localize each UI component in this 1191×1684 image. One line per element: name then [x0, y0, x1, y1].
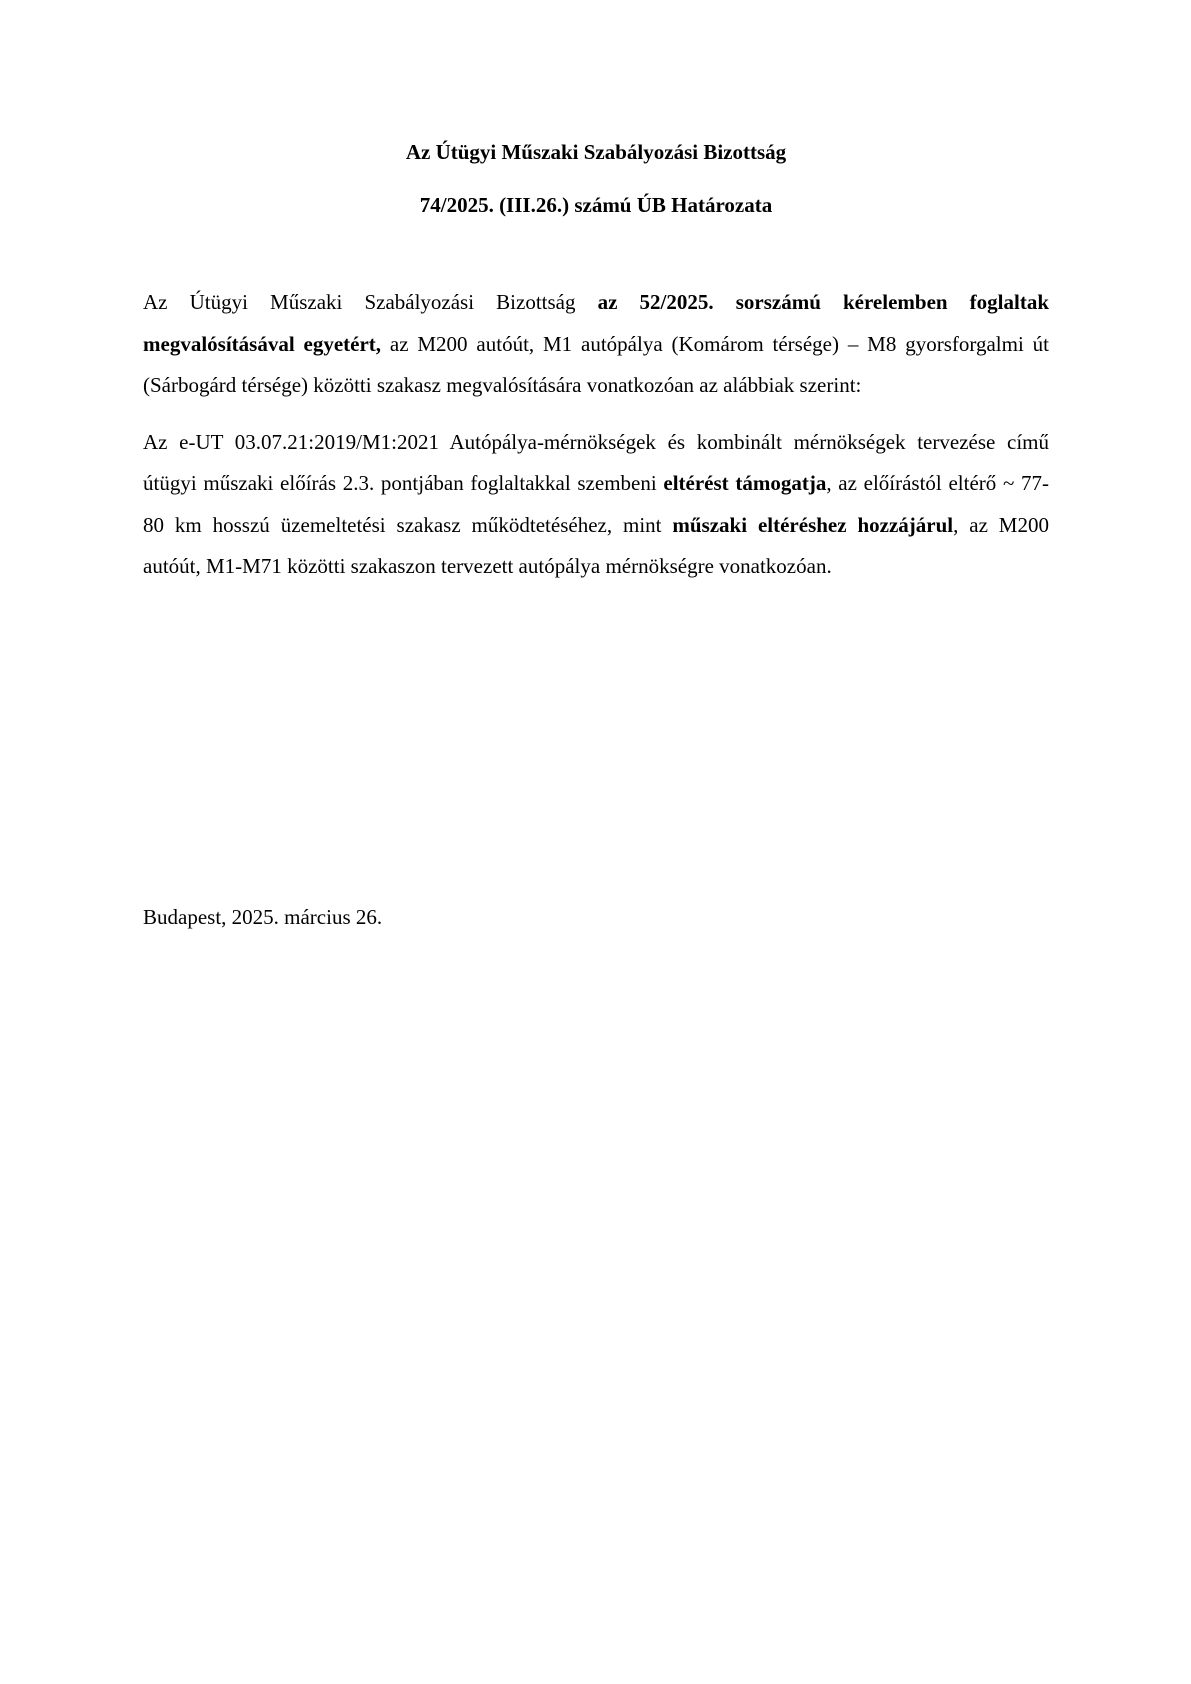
paragraph-decision-text-2: az M200 autóút, M1 autópálya (Komárom térsége) – M8 gyorsforgalmi út (Sárbogárd térsége) közötti szakasz megvalósítására vonatkozóan az alábbiak szerint:	[143, 331, 1049, 397]
document-body	[143, 138, 1049, 588]
paragraph-deviation-text-3: , az M200 autóút, M1-M71 közötti szakaszon tervezett autópálya mérnökségre vonatkozóan.	[143, 512, 1049, 578]
paragraph-deviation	[143, 422, 1049, 588]
paragraph-decision-bold-1: az 52/2025. sorszámú kérelemben foglaltak megvalósításával egyetért,	[143, 290, 1050, 356]
place-and-date: Budapest, 2025. március 26.	[143, 905, 383, 929]
paragraph-decision	[143, 282, 1049, 407]
paragraph-deviation-bold-2: műszaki eltéréshez hozzájárul	[672, 512, 954, 537]
paragraph-deviation-bold-1: eltérést támogatja	[663, 471, 827, 495]
document-title-line2: 74/2025. (III.26.) számú ÚB Határozata	[419, 193, 773, 217]
paragraph-deviation-text-2: , az előírástól eltérő ~ 77-80 km hosszú üzemeltetési szakasz működtetéséhez, mint	[143, 471, 1050, 537]
document-title-line1: Az Útügyi Műszaki Szabályozási Bizottság	[405, 140, 787, 164]
paragraph-deviation-text-1: Az e-UT 03.07.21:2019/M1:2021 Autópálya-mérnökségek és kombinált mérnökségek tervezése című útügyi műszaki előírás 2.3. pontjában foglaltakkal szembeni	[143, 429, 1049, 495]
paragraph-decision-text-1: Az Útügyi Műszaki Szabályozási Bizottság	[143, 290, 598, 314]
